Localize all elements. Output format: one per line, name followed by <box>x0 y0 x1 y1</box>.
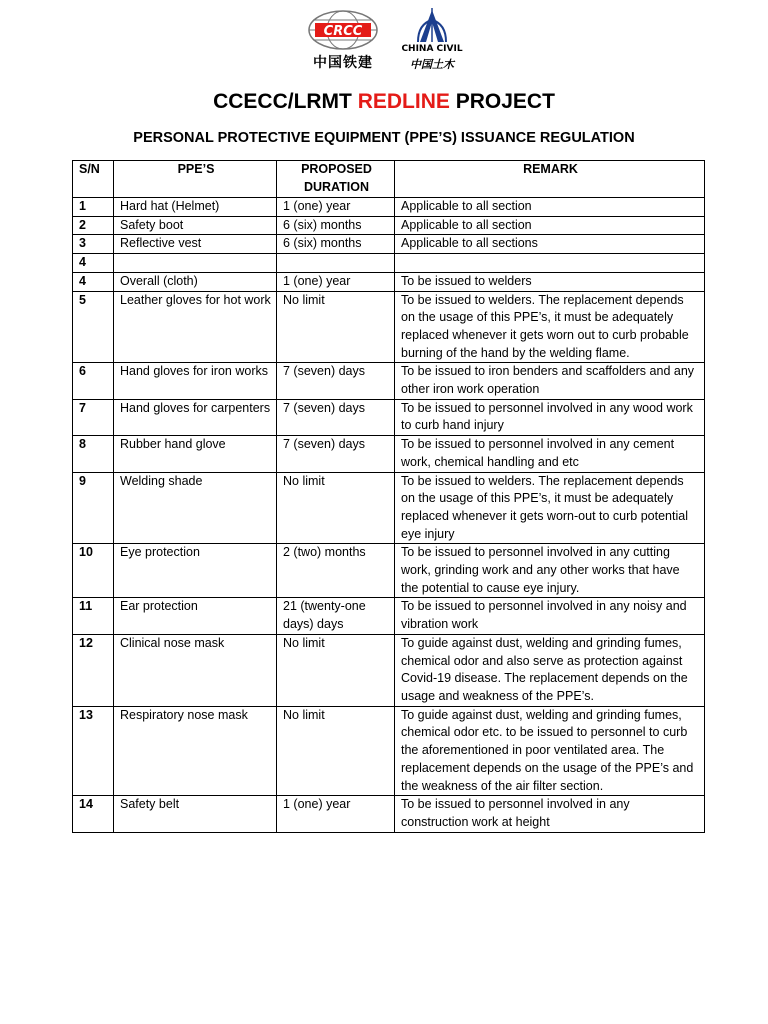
row-sn: 3 <box>73 235 114 254</box>
row-remark: To guide against dust, welding and grinding fumes, chemical odor and also serve as protection against Covid-19 disease. The replacement depends on the usage and weakness of the PPE’s. <box>395 634 705 706</box>
row-sn: 8 <box>73 436 114 472</box>
row-sn: 1 <box>73 198 114 217</box>
table-row <box>73 254 705 273</box>
row-ppe: Safety belt <box>114 796 277 832</box>
row-remark: To be issued to welders. The replacement depends on the usage of this PPE’s, it must be adequately replaced whenever it gets worn out to curb probable burning of the hand by the welding flame. <box>395 291 705 363</box>
row-duration: 21 (twenty-one days) days <box>277 598 395 634</box>
row-remark: To guide against dust, welding and grinding fumes, chemical odor etc. to be issued to personnel to curb the aforementioned in poor ventilated area. The replacement depends on the usage of the PPE’s and the weakness of the air filter section. <box>395 706 705 796</box>
row-remark: To be issued to welders. The replacement depends on the usage of this PPE’s, it must be adequately replaced whenever it gets worn-out to curb potential eye injury <box>395 472 705 544</box>
header-logos <box>0 8 768 72</box>
row-ppe: Hand gloves for carpenters <box>114 399 277 435</box>
row-sn: 14 <box>73 796 114 832</box>
crcc-logo <box>303 10 383 72</box>
china-civil-logo <box>394 8 470 72</box>
china-civil-emblem-icon <box>394 8 470 44</box>
row-remark: To be issued to welders <box>395 272 705 291</box>
table-header-row <box>73 161 705 198</box>
row-sn: 9 <box>73 472 114 544</box>
row-duration: No limit <box>277 706 395 796</box>
row-ppe: Welding shade <box>114 472 277 544</box>
china-civil-chinese: 中国土木 <box>410 58 454 71</box>
title-prefix: CCECC/LRMT <box>213 90 358 113</box>
row-duration: 1 (one) year <box>277 198 395 217</box>
crcc-chinese-name: 中国铁建 <box>313 55 373 71</box>
title-suffix: PROJECT <box>449 90 555 113</box>
table-row <box>73 598 705 634</box>
row-duration: 7 (seven) days <box>277 399 395 435</box>
row-sn: 13 <box>73 706 114 796</box>
row-remark: To be issued to personnel involved in any wood work to curb hand injury <box>395 399 705 435</box>
row-duration: 6 (six) months <box>277 235 395 254</box>
row-ppe: Safety boot <box>114 216 277 235</box>
row-ppe <box>114 254 277 273</box>
ppe-table <box>72 160 705 833</box>
china-civil-english: CHINA CIVIL <box>401 44 463 54</box>
row-remark: Applicable to all section <box>395 198 705 217</box>
title-highlight: REDLINE <box>357 90 450 113</box>
crcc-logo-text: CRCC <box>323 24 363 39</box>
row-sn: 10 <box>73 544 114 598</box>
row-ppe: Overall (cloth) <box>114 272 277 291</box>
document-subtitle: PERSONAL PROTECTIVE EQUIPMENT (PPE’S) ISSUANCE REGULATION <box>133 130 635 146</box>
row-duration: 1 (one) year <box>277 272 395 291</box>
row-ppe: Hand gloves for iron works <box>114 363 277 399</box>
table-row <box>73 796 705 832</box>
row-ppe: Ear protection <box>114 598 277 634</box>
row-duration: 1 (one) year <box>277 796 395 832</box>
crcc-globe-icon <box>303 10 383 52</box>
row-remark: To be issued to personnel involved in any construction work at height <box>395 796 705 832</box>
table-row <box>73 634 705 706</box>
row-duration: No limit <box>277 472 395 544</box>
row-duration: No limit <box>277 634 395 706</box>
row-sn: 5 <box>73 291 114 363</box>
table-row <box>73 272 705 291</box>
row-duration: No limit <box>277 291 395 363</box>
table-row <box>73 544 705 598</box>
row-duration: 7 (seven) days <box>277 436 395 472</box>
row-remark: Applicable to all sections <box>395 235 705 254</box>
row-remark: To be issued to personnel involved in any noisy and vibration work <box>395 598 705 634</box>
row-duration: 2 (two) months <box>277 544 395 598</box>
table-row <box>73 198 705 217</box>
header-duration: PROPOSED DURATION <box>277 161 395 198</box>
row-remark: To be issued to iron benders and scaffolders and any other iron work operation <box>395 363 705 399</box>
table-row <box>73 472 705 544</box>
row-sn: 12 <box>73 634 114 706</box>
document-title <box>0 90 768 114</box>
row-ppe: Reflective vest <box>114 235 277 254</box>
row-duration: 6 (six) months <box>277 216 395 235</box>
row-duration: 7 (seven) days <box>277 363 395 399</box>
table-row <box>73 291 705 363</box>
row-sn: 11 <box>73 598 114 634</box>
row-ppe: Eye protection <box>114 544 277 598</box>
row-ppe: Clinical nose mask <box>114 634 277 706</box>
row-ppe: Rubber hand glove <box>114 436 277 472</box>
table-row <box>73 706 705 796</box>
row-remark: Applicable to all section <box>395 216 705 235</box>
table-row <box>73 363 705 399</box>
header-remark: REMARK <box>395 161 705 198</box>
row-ppe: Leather gloves for hot work <box>114 291 277 363</box>
table-row <box>73 399 705 435</box>
table-row <box>73 235 705 254</box>
row-duration <box>277 254 395 273</box>
row-sn: 4 <box>73 254 114 273</box>
row-remark: To be issued to personnel involved in any cement work, chemical handling and etc <box>395 436 705 472</box>
row-remark: To be issued to personnel involved in any cutting work, grinding work and any other works that have the potential to cause eye injury. <box>395 544 705 598</box>
table-body <box>73 198 705 833</box>
row-sn: 2 <box>73 216 114 235</box>
row-ppe: Hard hat (Helmet) <box>114 198 277 217</box>
row-sn: 7 <box>73 399 114 435</box>
row-ppe: Respiratory nose mask <box>114 706 277 796</box>
header-ppe: PPE’S <box>114 161 277 198</box>
table-row <box>73 436 705 472</box>
row-sn: 6 <box>73 363 114 399</box>
table-row <box>73 216 705 235</box>
row-sn: 4 <box>73 272 114 291</box>
header-sn: S/N <box>73 161 114 198</box>
row-remark <box>395 254 705 273</box>
